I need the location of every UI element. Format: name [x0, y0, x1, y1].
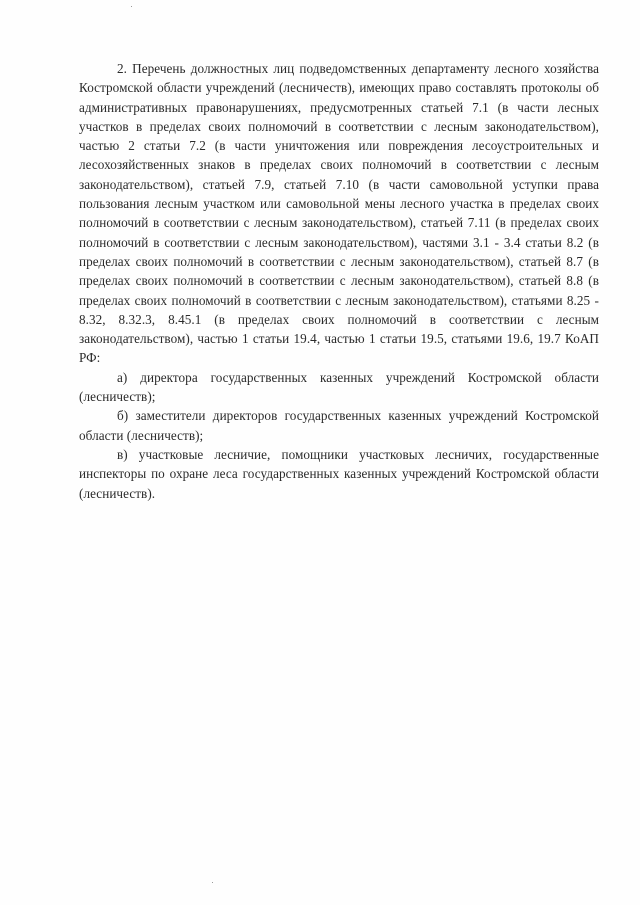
scan-speck: [212, 882, 213, 883]
document-body: [79, 59, 599, 503]
intro-paragraph: 2. Перечень должностных лиц подведомственных департаменту лесного хозяйства Костромской области учреждений (лесничеств), имеющих право составлять протоколы об административных правонарушениях, предусмотренных статьей 7.1 (в части лесных участков в пределах своих полномочий в соответствии с лесным законодательством), частью 2 статьи 7.2 (в части уничтожения или повреждения лесоустроительных и лесохозяйственных знаков в пределах своих полномочий в соответствии с лесным законодательством), статьей 7.9, статьей 7.10 (в части самовольной уступки права пользования лесным участком или самовольной мены лесного участка в пределах своих полномочий в соответствии с лесным законодательством), статьей 7.11 (в пределах своих полномочий в соответствии с лесным законодательством), частями 3.1 - 3.4 статьи 8.2 (в пределах своих полномочий в соответствии с лесным законодательством), статьей 8.7 (в пределах своих полномочий в соответствии с лесным законодательством), статьей 8.8 (в пределах своих полномочий в соответствии с лесным законодательством), статьями 8.25 - 8.32, 8.32.3, 8.45.1 (в пределах своих полномочий в соответствии с лесным законодательством), частью 1 статьи 19.4, частью 1 статьи 19.5, статьями 19.6, 19.7 КоАП РФ:: [79, 61, 599, 366]
list-item-a: а) директора государственных казенных учреждений Костромской области (лесничеств);: [79, 369, 599, 405]
scan-speck: [131, 6, 132, 7]
list-item-b: б) заместители директоров государственных казенных учреждений Костромской области (лесничеств);: [79, 408, 599, 443]
list-item-c: в) участковые лесничие, помощники участковых лесничих, государственные инспекторы по охране леса государственных казенных учреждений Костромской области (лесничеств).: [79, 446, 599, 501]
